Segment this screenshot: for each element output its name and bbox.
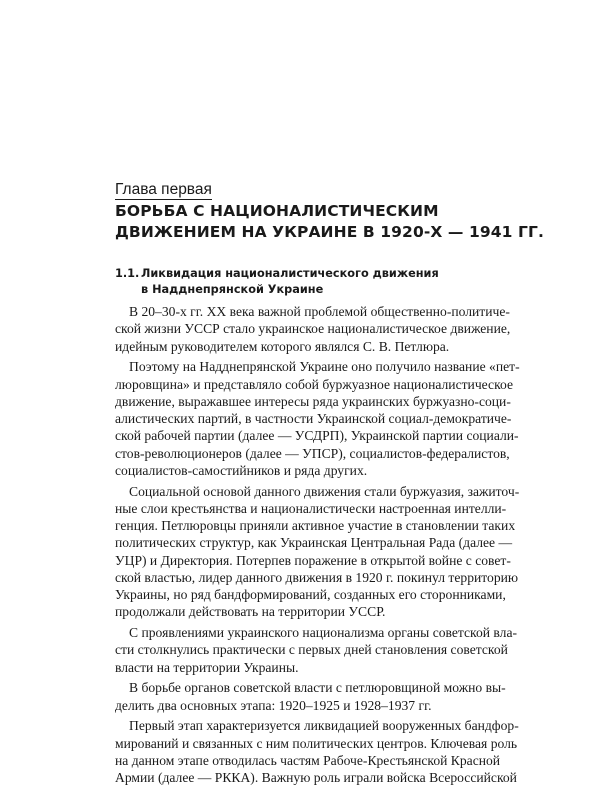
paragraph-line: движение, выражавшее интересы ряда украинских буржуазно-соци-: [115, 393, 511, 409]
section-title: [115, 266, 485, 298]
section-title-line: Ликвидация националистического движения: [141, 267, 439, 280]
paragraph-line: В борьбе органов советской власти с петлюровщиной можно вы-: [129, 680, 506, 696]
section-number: 1.1.: [115, 267, 140, 280]
chapter-title: [115, 201, 544, 243]
paragraph-line: Поэтому на Надднепрянской Украине оно получило название «пет-: [129, 359, 520, 375]
paragraph-line: Социальной основой данного движения стали буржуазия, зажиточ-: [129, 483, 520, 499]
paragraph-line: генция. Петлюровцы приняли активное участие в становлении таких: [115, 518, 516, 533]
paragraph-line: стов-революционеров (далее — УПСР), социалистов-федералистов,: [115, 445, 510, 461]
paragraph-line: алистических партий, в частности Украинской социал-демократиче-: [115, 411, 512, 426]
paragraph-line: продолжали действовать на территории УССР.: [115, 604, 386, 620]
paragraph-line: идейным руководителем которого являлся С. В. Петлюра.: [115, 338, 450, 354]
paragraph: [115, 358, 520, 479]
paragraph: [115, 303, 511, 355]
section-title-line: в Надднепрянской Украине: [141, 283, 324, 296]
paragraph-line: Первый этап характеризуется ликвидацией вооруженных бандфор-: [129, 718, 519, 734]
paragraph-line: ской жизни УССР стало украинское националистическое движение,: [115, 321, 511, 337]
paragraph: [115, 717, 519, 786]
paragraph-line: делить два основных этапа: 1920–1925 и 1928–1937 гг.: [115, 697, 432, 713]
paragraph-line: власти на территории Украины.: [115, 659, 299, 675]
paragraph-line: ской властью, лидер данного движения в 1920 г. покинул территорию: [115, 569, 519, 585]
paragraph-line: люровщина» и представляло собой буржуазное националистическое: [115, 376, 513, 392]
paragraph-line: С проявлениями украинского национализма органы советской вла-: [129, 625, 517, 640]
paragraph-line: УЦР) и Директория. Потерпев поражение в открытой войне с совет-: [115, 552, 511, 568]
body-text: [115, 303, 520, 790]
chapter-title-line: ДВИЖЕНИЕМ НА УКРАИНЕ В 1920-Х — 1941 ГГ.: [115, 223, 544, 241]
chapter-label: Глава первая: [115, 181, 212, 198]
paragraph-line: ные слои крестьянства и националистически настроенная интелли-: [115, 500, 507, 516]
paragraph: [115, 679, 506, 714]
paragraph-line: Украины, но ряд бандформирований, созданных его сторонниками,: [115, 587, 506, 602]
paragraph-line: мирований и связанных с ним политических центров. Ключевая роль: [115, 735, 518, 751]
paragraph: [115, 483, 520, 621]
paragraph-line: социалистов-самостийников и ряда других.: [115, 462, 368, 478]
paragraph-line: ской рабочей партии (далее — УСДРП), Украинской партии социали-: [115, 428, 519, 444]
paragraph-line: сти столкнулись практически с первых дней становления советской: [115, 642, 508, 658]
paragraph-line: В 20–30-х гг. XX века важной проблемой общественно-политиче-: [129, 304, 510, 319]
book-page: [115, 0, 544, 785]
paragraph-line: Армии (далее — РККА). Важную роль играли войска Всероссийской: [115, 770, 517, 785]
paragraph: [115, 624, 517, 676]
paragraph-line: на данном этапе отводилась частям Рабоче-Крестьянской Красной: [115, 752, 501, 768]
chapter-title-line: БОРЬБА С НАЦИОНАЛИСТИЧЕСКИМ: [115, 202, 439, 220]
paragraph-line: политических структур, как Украинская Центральная Рада (далее —: [115, 535, 513, 551]
